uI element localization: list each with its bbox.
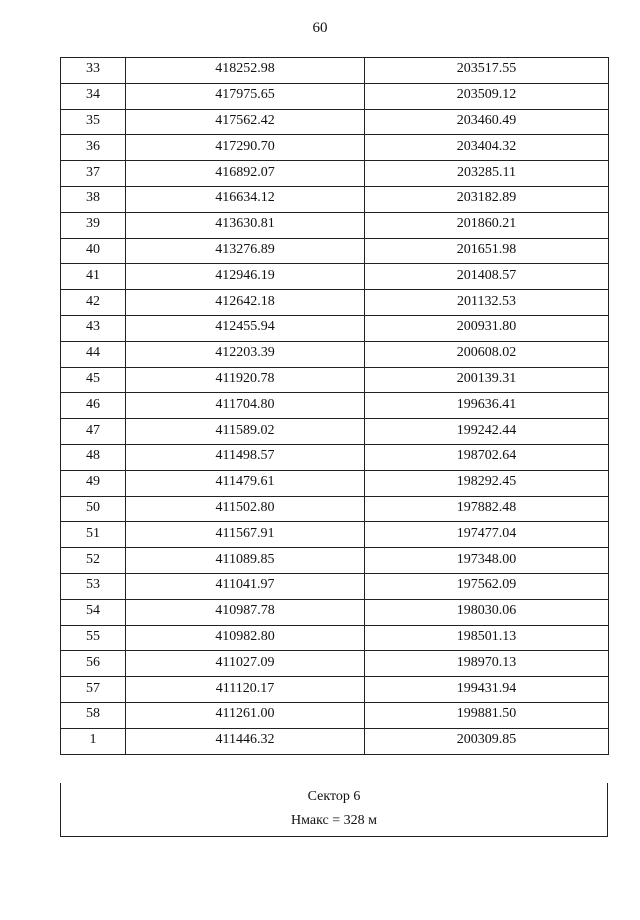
table-row <box>61 212 609 238</box>
point-number-cell: 45 <box>61 367 126 393</box>
table-row <box>61 58 609 84</box>
coordinates-table <box>60 57 609 755</box>
x-coordinate-cell: 410982.80 <box>126 625 365 651</box>
point-number-cell: 46 <box>61 393 126 419</box>
y-coordinate-cell: 201132.53 <box>365 290 609 316</box>
y-coordinate-cell: 200309.85 <box>365 728 609 754</box>
x-coordinate-cell: 410987.78 <box>126 599 365 625</box>
table-row <box>61 470 609 496</box>
coordinates-table-body <box>61 58 609 755</box>
y-coordinate-cell: 197882.48 <box>365 496 609 522</box>
point-number-cell: 58 <box>61 702 126 728</box>
point-number-cell: 50 <box>61 496 126 522</box>
point-number-cell: 57 <box>61 677 126 703</box>
table-row <box>61 315 609 341</box>
y-coordinate-cell: 197348.00 <box>365 548 609 574</box>
table-row <box>61 419 609 445</box>
y-coordinate-cell: 203460.49 <box>365 109 609 135</box>
y-coordinate-cell: 203182.89 <box>365 186 609 212</box>
table-row <box>61 290 609 316</box>
y-coordinate-cell: 198501.13 <box>365 625 609 651</box>
table-row <box>61 341 609 367</box>
sector-label: Сектор 6 <box>307 789 361 804</box>
y-coordinate-cell: 199431.94 <box>365 677 609 703</box>
y-coordinate-cell: 201408.57 <box>365 264 609 290</box>
y-coordinate-cell: 200931.80 <box>365 315 609 341</box>
table-row <box>61 238 609 264</box>
table-row <box>61 393 609 419</box>
table-row <box>61 677 609 703</box>
point-number-cell: 44 <box>61 341 126 367</box>
x-coordinate-cell: 412203.39 <box>126 341 365 367</box>
x-coordinate-cell: 411446.32 <box>126 728 365 754</box>
point-number-cell: 54 <box>61 599 126 625</box>
point-number-cell: 51 <box>61 522 126 548</box>
x-coordinate-cell: 412946.19 <box>126 264 365 290</box>
point-number-cell: 53 <box>61 573 126 599</box>
hmax-label: Нмакс = 328 м <box>290 813 377 828</box>
sector-footer <box>60 783 608 837</box>
y-coordinate-cell: 203509.12 <box>365 83 609 109</box>
x-coordinate-cell: 418252.98 <box>126 58 365 84</box>
point-number-cell: 42 <box>61 290 126 316</box>
table-row <box>61 548 609 574</box>
x-coordinate-cell: 411498.57 <box>126 444 365 470</box>
y-coordinate-cell: 200608.02 <box>365 341 609 367</box>
y-coordinate-cell: 199881.50 <box>365 702 609 728</box>
point-number-cell: 48 <box>61 444 126 470</box>
x-coordinate-cell: 411261.00 <box>126 702 365 728</box>
point-number-cell: 34 <box>61 83 126 109</box>
point-number-cell: 35 <box>61 109 126 135</box>
x-coordinate-cell: 411704.80 <box>126 393 365 419</box>
point-number-cell: 1 <box>61 728 126 754</box>
y-coordinate-cell: 203517.55 <box>365 58 609 84</box>
x-coordinate-cell: 411041.97 <box>126 573 365 599</box>
x-coordinate-cell: 417562.42 <box>126 109 365 135</box>
x-coordinate-cell: 412642.18 <box>126 290 365 316</box>
table-row <box>61 573 609 599</box>
table-row <box>61 83 609 109</box>
page-number: 60 <box>312 20 328 36</box>
y-coordinate-cell: 198030.06 <box>365 599 609 625</box>
point-number-cell: 52 <box>61 548 126 574</box>
table-row <box>61 161 609 187</box>
table-row <box>61 728 609 754</box>
table-row <box>61 651 609 677</box>
x-coordinate-cell: 411479.61 <box>126 470 365 496</box>
point-number-cell: 49 <box>61 470 126 496</box>
y-coordinate-cell: 199636.41 <box>365 393 609 419</box>
point-number-cell: 47 <box>61 419 126 445</box>
y-coordinate-cell: 201651.98 <box>365 238 609 264</box>
table-row <box>61 135 609 161</box>
point-number-cell: 38 <box>61 186 126 212</box>
x-coordinate-cell: 411502.80 <box>126 496 365 522</box>
x-coordinate-cell: 413630.81 <box>126 212 365 238</box>
table-row <box>61 625 609 651</box>
table-row <box>61 522 609 548</box>
x-coordinate-cell: 411089.85 <box>126 548 365 574</box>
x-coordinate-cell: 411120.17 <box>126 677 365 703</box>
table-row <box>61 186 609 212</box>
y-coordinate-cell: 199242.44 <box>365 419 609 445</box>
y-coordinate-cell: 198702.64 <box>365 444 609 470</box>
x-coordinate-cell: 411567.91 <box>126 522 365 548</box>
table-row <box>61 599 609 625</box>
point-number-cell: 36 <box>61 135 126 161</box>
y-coordinate-cell: 200139.31 <box>365 367 609 393</box>
y-coordinate-cell: 198292.45 <box>365 470 609 496</box>
point-number-cell: 39 <box>61 212 126 238</box>
table-row <box>61 264 609 290</box>
point-number-cell: 37 <box>61 161 126 187</box>
x-coordinate-cell: 417290.70 <box>126 135 365 161</box>
point-number-cell: 41 <box>61 264 126 290</box>
y-coordinate-cell: 198970.13 <box>365 651 609 677</box>
x-coordinate-cell: 416892.07 <box>126 161 365 187</box>
table-row <box>61 444 609 470</box>
x-coordinate-cell: 411589.02 <box>126 419 365 445</box>
y-coordinate-cell: 201860.21 <box>365 212 609 238</box>
x-coordinate-cell: 411027.09 <box>126 651 365 677</box>
point-number-cell: 56 <box>61 651 126 677</box>
table-row <box>61 496 609 522</box>
y-coordinate-cell: 203285.11 <box>365 161 609 187</box>
table-row <box>61 367 609 393</box>
y-coordinate-cell: 197477.04 <box>365 522 609 548</box>
point-number-cell: 40 <box>61 238 126 264</box>
x-coordinate-cell: 417975.65 <box>126 83 365 109</box>
point-number-cell: 55 <box>61 625 126 651</box>
x-coordinate-cell: 411920.78 <box>126 367 365 393</box>
y-coordinate-cell: 197562.09 <box>365 573 609 599</box>
x-coordinate-cell: 413276.89 <box>126 238 365 264</box>
y-coordinate-cell: 203404.32 <box>365 135 609 161</box>
x-coordinate-cell: 416634.12 <box>126 186 365 212</box>
point-number-cell: 33 <box>61 58 126 84</box>
table-row <box>61 109 609 135</box>
x-coordinate-cell: 412455.94 <box>126 315 365 341</box>
point-number-cell: 43 <box>61 315 126 341</box>
table-row <box>61 702 609 728</box>
